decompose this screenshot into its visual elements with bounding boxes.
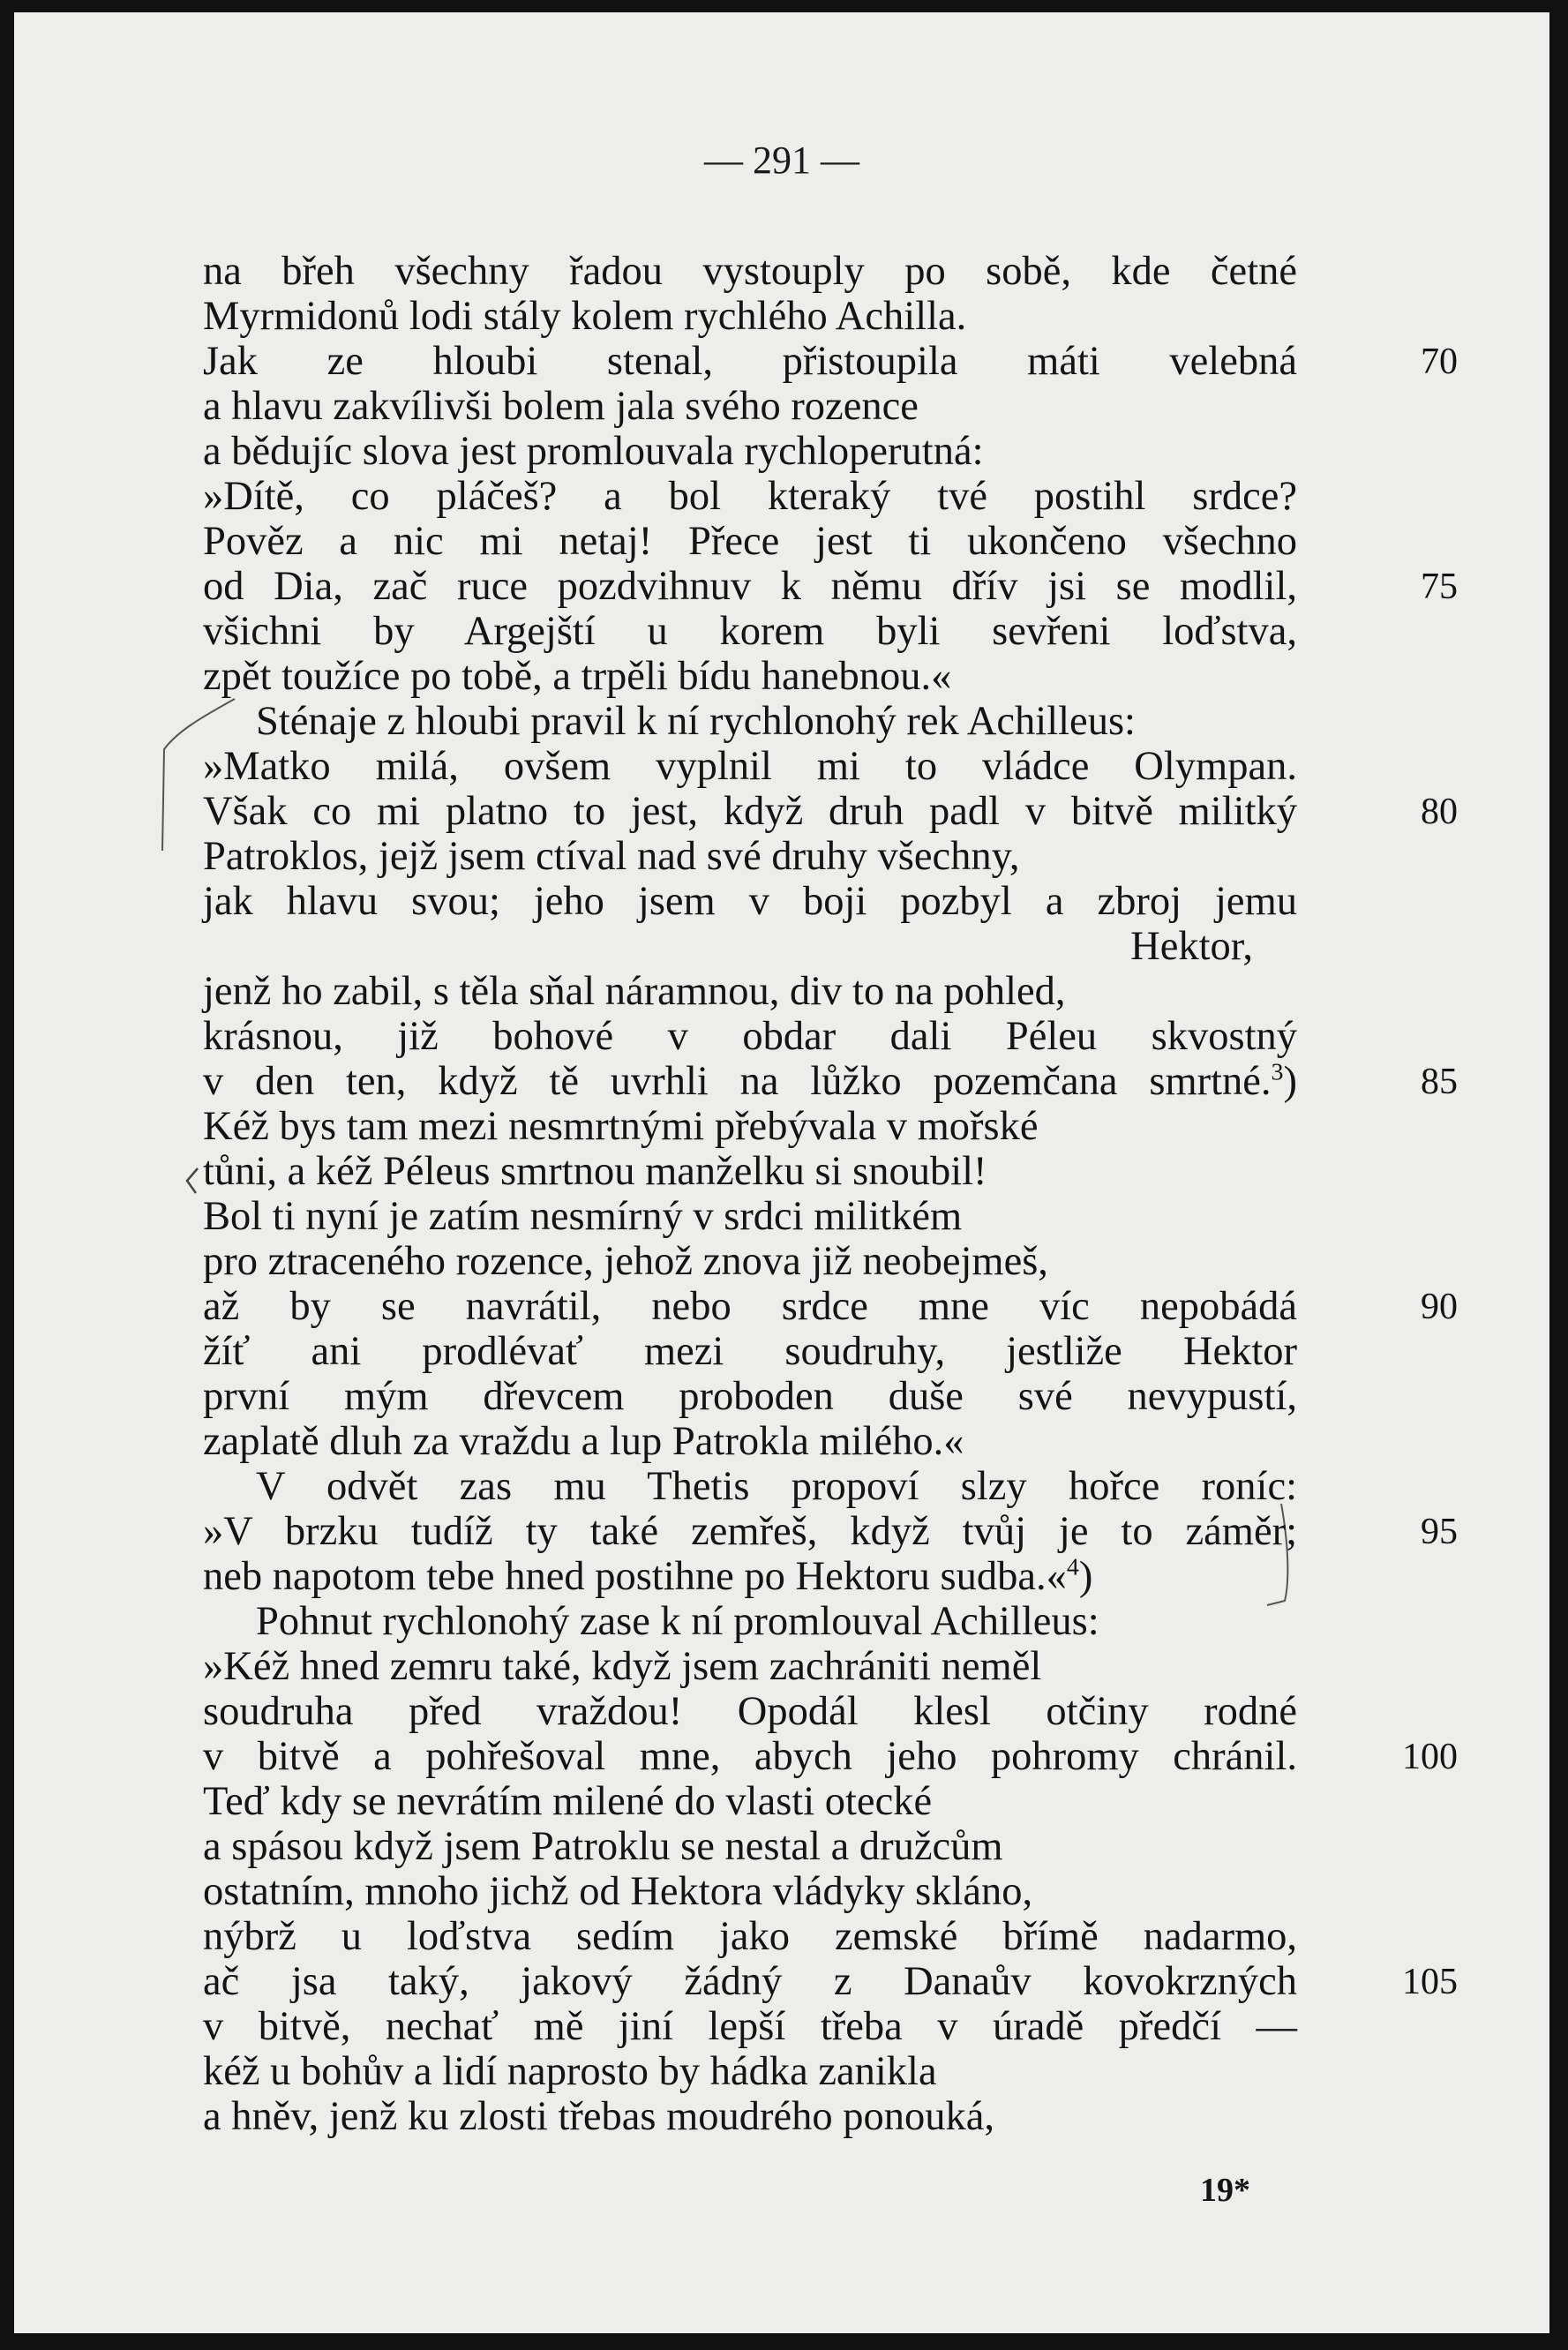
signature-mark: 19* [1200, 2172, 1250, 2209]
poem-line [203, 1959, 1458, 2005]
poem-line [203, 1374, 1297, 1420]
line-number: 105 [1402, 1962, 1458, 2002]
poem-line-text: ač jsa taký, jakový žádný z Danaův kovokrzných [203, 1959, 1297, 2004]
poem-line-text: V odvět zas mu Thetis propoví slzy hořce roníc: [256, 1464, 1297, 1509]
line-number: 100 [1402, 1737, 1458, 1777]
poem-line-text: jenž ho zabil, s těla sňal náramnou, div to na pohled, [203, 969, 1066, 1014]
poem-line-text: neb napotom tebe hned postihne po Hektoru sudba.« [203, 1554, 1067, 1599]
poem-line [203, 1329, 1297, 1375]
poem-line-text: »Matko milá, ovšem vyplnil mi to vládce Olympan. [203, 744, 1297, 789]
poem-line [203, 519, 1297, 565]
poem-line [203, 2094, 1297, 2140]
poem-line [203, 1014, 1297, 1060]
line-number: 75 [1421, 567, 1458, 607]
line-number: 80 [1421, 792, 1458, 832]
poem-line-text: jak hlavu svou; jeho jsem v boji pozbyl a zbroj jemu [203, 879, 1297, 924]
poem-line-text: tůni, a kéž Péleus smrtnou manželku si snoubil! [203, 1149, 987, 1194]
line-number: 90 [1421, 1287, 1458, 1327]
pencil-mark-left [187, 1168, 198, 1193]
poem-line [203, 2049, 1297, 2095]
poem-line-text: žíť ani prodlévať mezi soudruhy, jestliže Hektor [203, 1329, 1297, 1374]
poem-line [203, 429, 1297, 475]
poem-line-text: krásnou, již bohové v obdar dali Péleu skvostný [203, 1014, 1297, 1059]
poem-line [203, 879, 1297, 925]
poem-line-text: »V brzku tudíž ty také zemřeš, když tvůj je to záměr; [203, 1509, 1297, 1554]
poem-line [203, 609, 1297, 655]
poem-line-text: zaplatě dluh za vraždu a lup Patrokla milého.« [203, 1419, 964, 1464]
poem-line [203, 1149, 1297, 1195]
footnote-paren: ) [1283, 1059, 1297, 1104]
poem-line [203, 474, 1297, 520]
poem-line [203, 834, 1297, 880]
book-page [14, 12, 1549, 2333]
footnote-ref: 3 [1271, 1058, 1284, 1086]
poem-line-text: Myrmidonů lodi stály kolem rychlého Achilla. [203, 294, 967, 339]
poem-line [203, 1914, 1297, 1960]
poem-line-text: Hektor, [1130, 924, 1253, 969]
line-number: 70 [1421, 342, 1458, 382]
poem-line [203, 2004, 1297, 2050]
poem-line-text: první mým dřevcem proboden duše své nevypustí, [203, 1374, 1297, 1419]
poem-line-text: až by se navrátil, nebo srdce mne víc nepobádá [203, 1284, 1297, 1329]
poem-line-text: v bitvě, nechať mě jiní lepší třeba v úradě předčí — [203, 2004, 1297, 2049]
poem-line-text: Pohnut rychlonohý zase k ní promlouval Achilleus: [256, 1599, 1099, 1644]
poem-line [203, 1734, 1458, 1780]
poem-line [203, 1284, 1458, 1330]
footnote-paren: ) [1078, 1554, 1093, 1599]
poem-line [203, 1779, 1297, 1825]
poem-line-text: všichni by Argejští u korem byli sevřeni loďstva, [203, 609, 1297, 654]
poem-line-text: v bitvě a pohřešoval mne, abych jeho pohromy chránil. [203, 1734, 1297, 1779]
poem-line-text: v den ten, když tě uvrhli na lůžko pozemčana smrtné. [203, 1059, 1272, 1104]
poem-line-text: na břeh všechny řadou vystouply po sobě, kde četné [203, 249, 1297, 294]
poem-line [203, 744, 1297, 790]
poem-line [203, 564, 1458, 610]
poem-line-text: od Dia, zač ruce pozdvihnuv k němu dřív jsi se modlil, [203, 564, 1297, 609]
poem-line-text: Patroklos, jejž jsem ctíval nad své druhy všechny, [203, 834, 1020, 879]
poem-line-text: Však co mi platno to jest, když druh padl v bitvě militký [203, 789, 1297, 834]
poem-line-text: nýbrž u loďstva sedím jako zemské břímě nadarmo, [203, 1914, 1297, 1959]
poem-line-text: pro ztraceného rozence, jehož znova již neobejmeš, [203, 1239, 1048, 1284]
line-number: 85 [1421, 1062, 1458, 1102]
poem-line [256, 1464, 1297, 1510]
footnote-ref: 4 [1066, 1553, 1079, 1581]
line-number: 95 [1421, 1512, 1458, 1552]
poem-line-text: kéž u bohův a lidí naprosto by hádka zanikla [203, 2049, 937, 2094]
poem-line-text: Jak ze hloubi stenal, přistoupila máti velebná [203, 339, 1297, 384]
poem-line [256, 1599, 1297, 1645]
poem-line [203, 1194, 1297, 1240]
poem-line [203, 1689, 1297, 1735]
poem-line-text: Bol ti nyní je zatím nesmírný v srdci militkém [203, 1194, 963, 1239]
poem-line-text: soudruha před vraždou! Opodál klesl otčiny rodné [203, 1689, 1297, 1734]
poem-line [203, 1824, 1297, 1870]
poem-line-text: a hněv, jenž ku zlosti třebas moudrého ponouká, [203, 2094, 995, 2139]
poem-line [203, 1419, 1297, 1465]
poem-line-text: a spásou když jsem Patroklu se nestal a družcům [203, 1824, 1003, 1869]
page-number-header: — 291 — [704, 139, 859, 182]
poem-line [203, 249, 1297, 295]
poem-line-text: zpět toužíce po tobě, a trpěli bídu hanebnou.« [203, 654, 952, 699]
poem-line [203, 1869, 1297, 1915]
poem-line-text: ostatním, mnoho jichž od Hektora vládyky skláno, [203, 1869, 1033, 1914]
poem-line-text: Kéž bys tam mezi nesmrtnými přebývala v mořské [203, 1104, 1039, 1149]
poem-line-text: »Dítě, co pláčeš? a bol kteraký tvé postihl srdce? [203, 474, 1297, 519]
poem-line-text: »Kéž hned zemru také, když jsem zachrániti neměl [203, 1644, 1042, 1689]
poem-line [203, 1104, 1297, 1150]
poem-line [203, 384, 1297, 430]
poem-line-text: Sténaje z hloubi pravil k ní rychlonohý rek Achilleus: [256, 699, 1136, 744]
poem-line [203, 294, 1297, 340]
poem-line-text: a bědujíc slova jest promlouvala rychloperutná: [203, 429, 984, 474]
poem-line [203, 1058, 1458, 1105]
poem-line-text: Pověz a nic mi netaj! Přece jest ti ukončeno všechno [203, 519, 1297, 564]
poem-line [203, 789, 1458, 835]
poem-line-text: Teď kdy se nevrátím milené do vlasti otecké [203, 1779, 933, 1824]
poem-line-text: a hlavu zakvílivši bolem jala svého rozence [203, 384, 919, 429]
poem-line [256, 699, 1297, 745]
poem-line [203, 1554, 1297, 1600]
poem-line [203, 969, 1297, 1015]
poem-line [203, 924, 1253, 970]
poem-line [203, 1644, 1297, 1690]
poem-line [203, 1239, 1297, 1285]
poem-line [203, 339, 1458, 385]
poem-line [203, 1509, 1458, 1555]
poem-line [203, 654, 1297, 700]
